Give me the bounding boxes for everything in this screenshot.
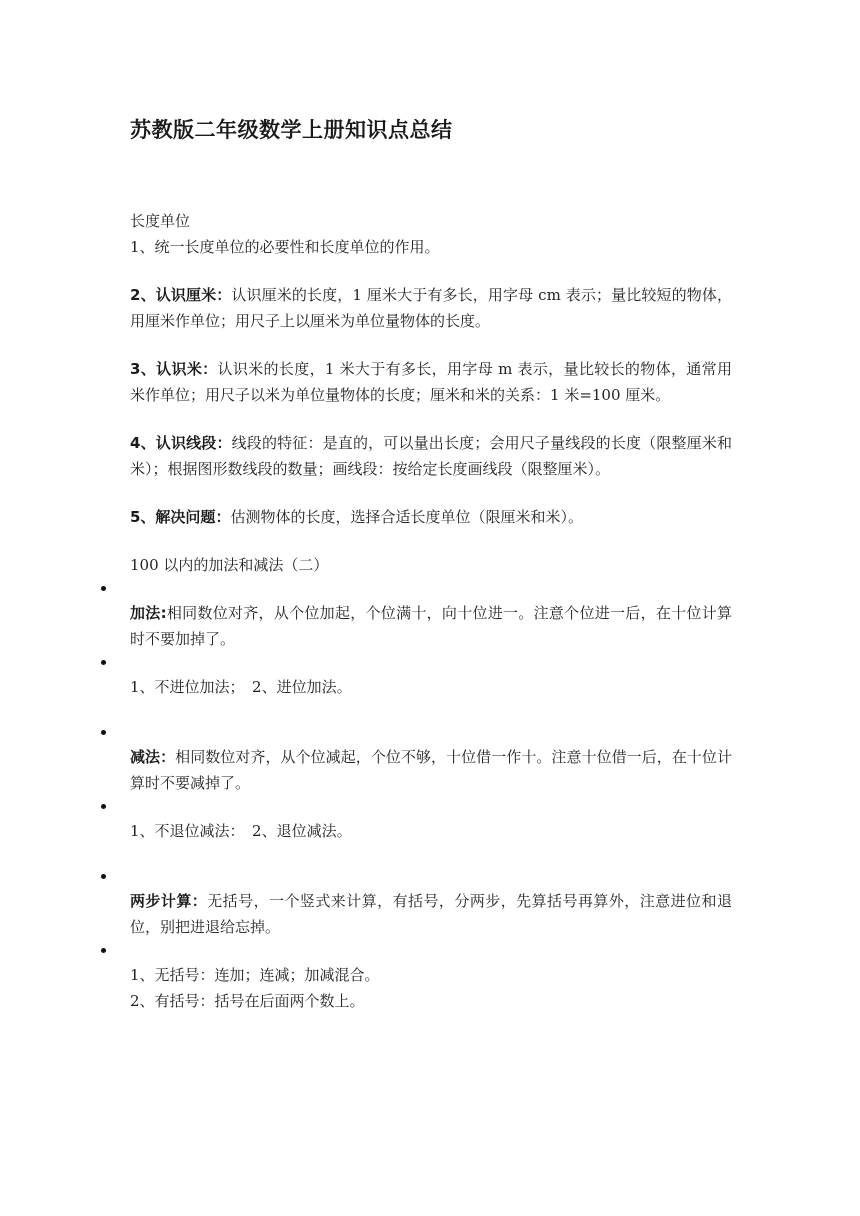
two-step-label: 两步计算： bbox=[130, 892, 208, 910]
subtraction-label: 减法： bbox=[130, 748, 176, 766]
bullet-icon bbox=[101, 804, 106, 809]
paragraph-two-step-item-1: 1、无括号：连加；连减；加减混合。 bbox=[130, 966, 380, 984]
paragraph-addition-types: 1、不进位加法； 2、进位加法。 bbox=[130, 678, 352, 696]
paragraph-two-step-item-2: 2、有括号：括号在后面两个数上。 bbox=[130, 992, 365, 1010]
list-item-bullet bbox=[130, 796, 732, 818]
addition-label: 加法: bbox=[130, 604, 167, 622]
paragraph-subtraction-types: 1、不退位减法： 2、退位减法。 bbox=[130, 822, 352, 840]
paragraph-item-5 bbox=[130, 504, 732, 530]
two-step-text: 无括号，一个竖式来计算，有括号，分两步，先算括号再算外，注意进位和退位，别把进退给忘掉。 bbox=[130, 892, 732, 936]
bullet-icon bbox=[101, 948, 106, 953]
document-body bbox=[130, 208, 732, 1014]
paragraph-addition bbox=[130, 600, 732, 652]
item-5-label: 5、解决问题： bbox=[130, 508, 231, 526]
list-item-bullet bbox=[130, 866, 732, 888]
paragraph-item-2 bbox=[130, 282, 732, 334]
section-heading-addition-subtraction: 100 以内的加法和减法（二） bbox=[130, 556, 329, 574]
paragraph-two-step bbox=[130, 888, 732, 940]
bullet-icon bbox=[101, 874, 106, 879]
list-item-bullet bbox=[130, 940, 732, 962]
item-3-label: 3、认识米： bbox=[130, 360, 218, 378]
paragraph-subtraction bbox=[130, 744, 732, 796]
item-2-text: 认识厘米的长度，1 厘米大于有多长，用字母 cm 表示；量比较短的物体，用厘米作单位；用尺子上以厘米为单位量物体的长度。 bbox=[130, 286, 732, 330]
bullet-icon bbox=[101, 586, 106, 591]
list-item-bullet bbox=[130, 652, 732, 674]
paragraph-item-4 bbox=[130, 430, 732, 482]
bullet-icon bbox=[101, 730, 106, 735]
paragraph-item-1: 1、统一长度单位的必要性和长度单位的作用。 bbox=[130, 238, 440, 256]
item-3-text: 认识米的长度，1 米大于有多长，用字母 m 表示，量比较长的物体，通常用米作单位；用尺子以米为单位量物体的长度；厘米和米的关系：1 米=100 厘米。 bbox=[130, 360, 732, 404]
subtraction-text: 相同数位对齐，从个位减起，个位不够，十位借一作十。注意十位借一后，在十位计算时不要减掉了。 bbox=[130, 748, 732, 792]
addition-text: 相同数位对齐，从个位加起，个位满十，向十位进一。注意个位进一后，在十位计算时不要加掉了。 bbox=[130, 604, 732, 648]
item-4-label: 4、认识线段： bbox=[130, 434, 232, 452]
list-item-bullet bbox=[130, 578, 732, 600]
section-heading-length-units: 长度单位 bbox=[130, 212, 191, 230]
document-title: 苏教版二年级数学上册知识点总结 bbox=[130, 118, 453, 142]
bullet-icon bbox=[101, 660, 106, 665]
item-5-text: 估测物体的长度，选择合适长度单位（限厘米和米）。 bbox=[230, 508, 583, 526]
list-item-bullet bbox=[130, 722, 732, 744]
item-4-text: 线段的特征：是直的，可以量出长度；会用尺子量线段的长度（限整厘米和米）；根据图形数线段的数量；画线段：按给定长度画线段（限整厘米）。 bbox=[130, 434, 732, 478]
item-2-label: 2、认识厘米： bbox=[130, 286, 232, 304]
paragraph-item-3 bbox=[130, 356, 732, 408]
